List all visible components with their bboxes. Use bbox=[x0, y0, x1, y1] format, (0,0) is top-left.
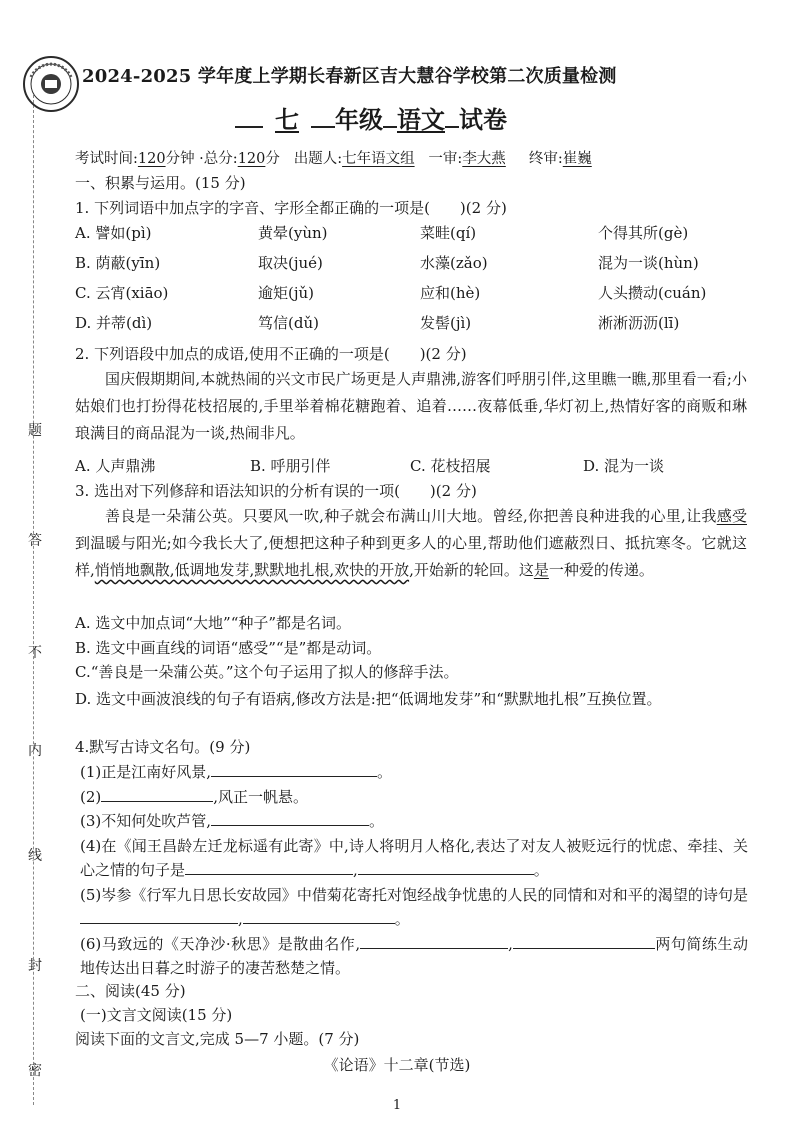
exam-info: 考试时间:120分钟 ·总分:120分 出题人:七年语文组 一审:李大燕 终审:崔巍 bbox=[75, 151, 592, 167]
margin-label-feng: 封 bbox=[28, 958, 42, 974]
page-number: 1 bbox=[392, 1098, 402, 1113]
score-value: 120 bbox=[237, 151, 266, 167]
q2-option-b: B. 呼朋引伴 bbox=[250, 457, 331, 475]
q4-s3-blank[interactable] bbox=[211, 810, 369, 826]
subject-value: 语文 bbox=[397, 105, 445, 134]
q4-s1-blank[interactable] bbox=[211, 761, 377, 777]
q3-option-d: D. 选文中画波浪线的句子有语病,修改方法是:把“低调地发芽”和“默默地扎根”互换位置。 bbox=[75, 690, 662, 708]
text-title: 《论语》十二章(节选) bbox=[323, 1056, 471, 1074]
school-title: 2024-2025 学年度上学期长春新区吉大慧谷学校第二次质量检测 bbox=[82, 66, 617, 87]
paper-label: 试卷 bbox=[459, 105, 507, 134]
wavy-sentence: 悄悄地飘散,低调地发芽,默默地扎根,欢快的开放 bbox=[94, 561, 410, 579]
school-seal-logo bbox=[22, 55, 80, 113]
margin-label-da: 答 bbox=[28, 533, 42, 549]
q4-s6-blank-2[interactable] bbox=[513, 933, 655, 949]
q1-b-3: 水藻(zǎo) bbox=[420, 254, 488, 272]
q1-c-2: 逾矩(jǔ) bbox=[258, 284, 315, 302]
q4-s2: (2) ,风正一帆悬。 bbox=[80, 788, 309, 806]
q3-stem: 3. 选出对下列修辞和语法知识的分析有误的一项( )(2 分) bbox=[75, 482, 477, 500]
q2-stem: 2. 下列语段中加点的成语,使用不正确的一项是( )(2 分) bbox=[75, 345, 467, 363]
q4-s4-blank[interactable] bbox=[185, 859, 353, 875]
q4-s5-blank-2[interactable] bbox=[243, 908, 395, 924]
section2-title: 二、阅读(45 分) bbox=[75, 982, 186, 1000]
margin-label-mi: 密 bbox=[28, 1063, 42, 1079]
q4-s1: (1)正是江南好风景, 。 bbox=[80, 763, 393, 781]
grade-value: 七 bbox=[275, 105, 299, 134]
q4-s3: (3)不知何处吹芦管, 。 bbox=[80, 812, 385, 830]
q4-stem: 4.默写古诗文名句。(9 分) bbox=[75, 738, 251, 756]
q1-d-2: 笃信(dǔ) bbox=[258, 314, 319, 332]
underlined-ganshou: 感受 bbox=[716, 507, 747, 525]
q1-c-3: 应和(hè) bbox=[420, 284, 481, 302]
q4-s2-blank[interactable] bbox=[101, 786, 213, 802]
section1-title: 一、积累与运用。(15 分) bbox=[75, 174, 246, 192]
q1-b-4: 混为一谈(hùn) bbox=[598, 254, 699, 272]
margin-label-ti: 题 bbox=[28, 423, 42, 439]
q2-passage: 国庆假期期间,本就热闹的兴文市民广场更是人声鼎沸,游客们呼朋引伴,这里瞧一瞧,那里看一看;小姑娘们也打扮得花枝招展的,手里举着棉花糖跑着、追着……夜幕低垂,华灯初上,热情好客的商贩和琳琅满目的商品混为一谈,热闹非凡。 bbox=[75, 370, 747, 442]
paper-title bbox=[235, 100, 507, 135]
author-value: 七年语文组 bbox=[342, 151, 415, 167]
sub1-title: (一)文言文阅读(15 分) bbox=[80, 1006, 233, 1024]
q3-option-a: A. 选文中加点词“大地”“种子”都是名词。 bbox=[75, 614, 352, 632]
q1-c-4: 人头攒动(cuán) bbox=[598, 284, 707, 302]
time-value: 120 bbox=[137, 151, 166, 167]
q4-s4: (4)在《闻王昌龄左迁龙标遥有此寄》中,诗人将明月人格化,表达了对友人被贬远行的忧虑、牵挂、关心之情的句子是 , 。 bbox=[80, 837, 748, 879]
q1-a-1: A. 譬如(pì) bbox=[75, 224, 152, 242]
q1-a-4: 个得其所(gè) bbox=[598, 224, 689, 242]
q1-c-1: C. 云宵(xiāo) bbox=[75, 284, 169, 302]
margin-label-nei: 内 bbox=[28, 743, 42, 759]
q4-s5-blank[interactable] bbox=[80, 908, 238, 924]
q4-s6: (6)马致远的《天净沙·秋思》是散曲名作, , 两句简练生动地传达出日暮之时游子的凄苦愁楚之情。 bbox=[80, 935, 748, 977]
underlined-shi: 是 bbox=[533, 561, 549, 579]
q4-s6-blank-1[interactable] bbox=[360, 933, 508, 949]
q3-passage: 善良是一朵蒲公英。只要风一吹,种子就会布满山川大地。曾经,你把善良种进我的心里,让我感受到温暖与阳光;如今我长大了,便想把这种子种到更多人的心里,帮助他们遮蔽烈日、抵抗寒冬。它就这样,悄悄地飘散,低调地发芽,默默地扎根,欢快的开放,开始新的轮回。这是一种爱的传递。 bbox=[75, 507, 747, 579]
binding-dashed-line bbox=[33, 95, 34, 1105]
margin-label-xian: 线 bbox=[28, 848, 42, 864]
sub1-intro: 阅读下面的文言文,完成 5—7 小题。(7 分) bbox=[75, 1030, 360, 1048]
q1-b-2: 取决(jué) bbox=[258, 254, 323, 272]
q1-stem: 1. 下列词语中加点字的字音、字形全都正确的一项是( )(2 分) bbox=[75, 199, 507, 217]
q1-b-1: B. 荫蔽(yīn) bbox=[75, 254, 161, 272]
review1-value: 李大燕 bbox=[462, 151, 506, 167]
q1-d-1: D. 并蒂(dì) bbox=[75, 314, 153, 332]
margin-label-bu: 不 bbox=[28, 645, 42, 661]
q1-d-3: 发髻(jì) bbox=[420, 314, 472, 332]
q4-s5: (5)岑参《行军九日思长安故园》中借菊花寄托对饱经战争忧患的人民的同情和对和平的渴望的诗句是, 。 bbox=[80, 886, 748, 928]
q1-a-3: 菜畦(qí) bbox=[420, 224, 477, 242]
q1-a-2: 黄晕(yùn) bbox=[258, 224, 328, 242]
q3-option-c: C.“善良是一朵蒲公英。”这个句子运用了拟人的修辞手法。 bbox=[75, 663, 459, 681]
review2-value: 崔巍 bbox=[562, 151, 592, 167]
grade-suffix: 年级 bbox=[335, 105, 383, 134]
q2-option-c: C. 花枝招展 bbox=[410, 457, 491, 475]
q2-option-a: A. 人声鼎沸 bbox=[75, 457, 156, 475]
q2-option-d: D. 混为一谈 bbox=[583, 457, 665, 475]
q3-option-b: B. 选文中画直线的词语“感受”“是”都是动词。 bbox=[75, 639, 382, 657]
q1-d-4: 淅淅沥沥(lī) bbox=[598, 314, 680, 332]
q4-s4-blank-2[interactable] bbox=[358, 859, 534, 875]
